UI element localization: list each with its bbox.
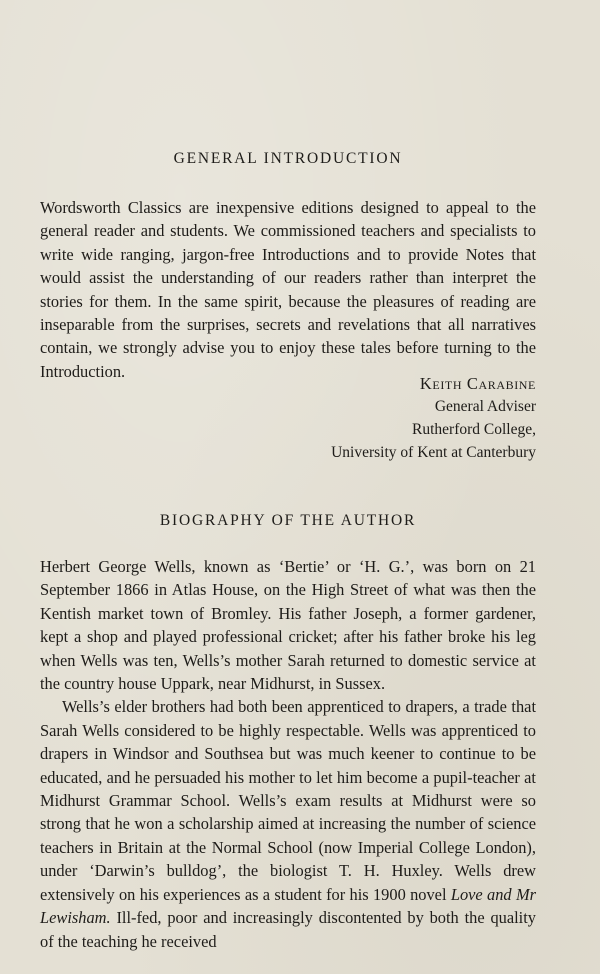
biography-paragraph-2-end: Ill-fed, poor and increasingly discontented by both the quality of the teaching he received bbox=[40, 908, 536, 951]
general-introduction-heading: GENERAL INTRODUCTION bbox=[173, 150, 403, 167]
biography-heading: BIOGRAPHY OF THE AUTHOR bbox=[159, 512, 417, 529]
biography-paragraph-2 bbox=[40, 695, 536, 952]
biography-paragraph-2-start: Wells’s elder brothers had both been apprenticed to drapers, a trade that Sarah Wells considered to be highly respectable. Wells was apprenticed to drapers in Windsor and Southsea but was much keener to continue to be educated, and he persuaded his mother to let him become a pupil-teacher at Midhurst Grammar School. Wells’s exam results at Midhurst were so strong that he won a scholarship aimed at increasing the number of science teachers in Britain at the Normal School (now Imperial College London), under ‘Darwin’s bulldog’, the biologist T. H. Huxley. Wells drew extensively on his experiences as a student for his 1900 novel bbox=[40, 697, 536, 904]
editor-name: Keith Carabine bbox=[419, 374, 536, 393]
editor-signature-block bbox=[331, 372, 536, 464]
editor-university: University of Kent at Canterbury bbox=[331, 444, 536, 461]
editor-role: General Adviser bbox=[434, 398, 536, 415]
editor-college: Rutherford College, bbox=[412, 421, 536, 438]
book-title-love-and-mr-lewisham: Love and Mr Lewisham. bbox=[40, 884, 536, 928]
general-introduction-paragraph: Wordsworth Classics are inexpensive editions designed to appeal to the general reader and students. We commissioned teachers and specialists to write wide ranging, jargon-free Introductions and to provide Notes that would assist the understanding of our readers rather than interpret the stories for them. In the same spirit, because the pleasures of reading are inseparable from the surprises, secrets and revelations that all narratives contain, we strongly advise you to enjoy these tales before turning to the Introduction. bbox=[40, 198, 536, 381]
biography-paragraph-1: Herbert George Wells, known as ‘Bertie’ or ‘H. G.’, was born on 21 September 1866 in Atlas House, on the High Street of what was then the Kentish market town of Bromley. His father Joseph, a former gardener, kept a shop and played professional cricket; after his father broke his leg when Wells was ten, Wells’s mother Sarah returned to domestic service at the country house Uppark, near Midhurst, in Sussex. bbox=[40, 557, 536, 694]
biography-text bbox=[40, 555, 536, 953]
